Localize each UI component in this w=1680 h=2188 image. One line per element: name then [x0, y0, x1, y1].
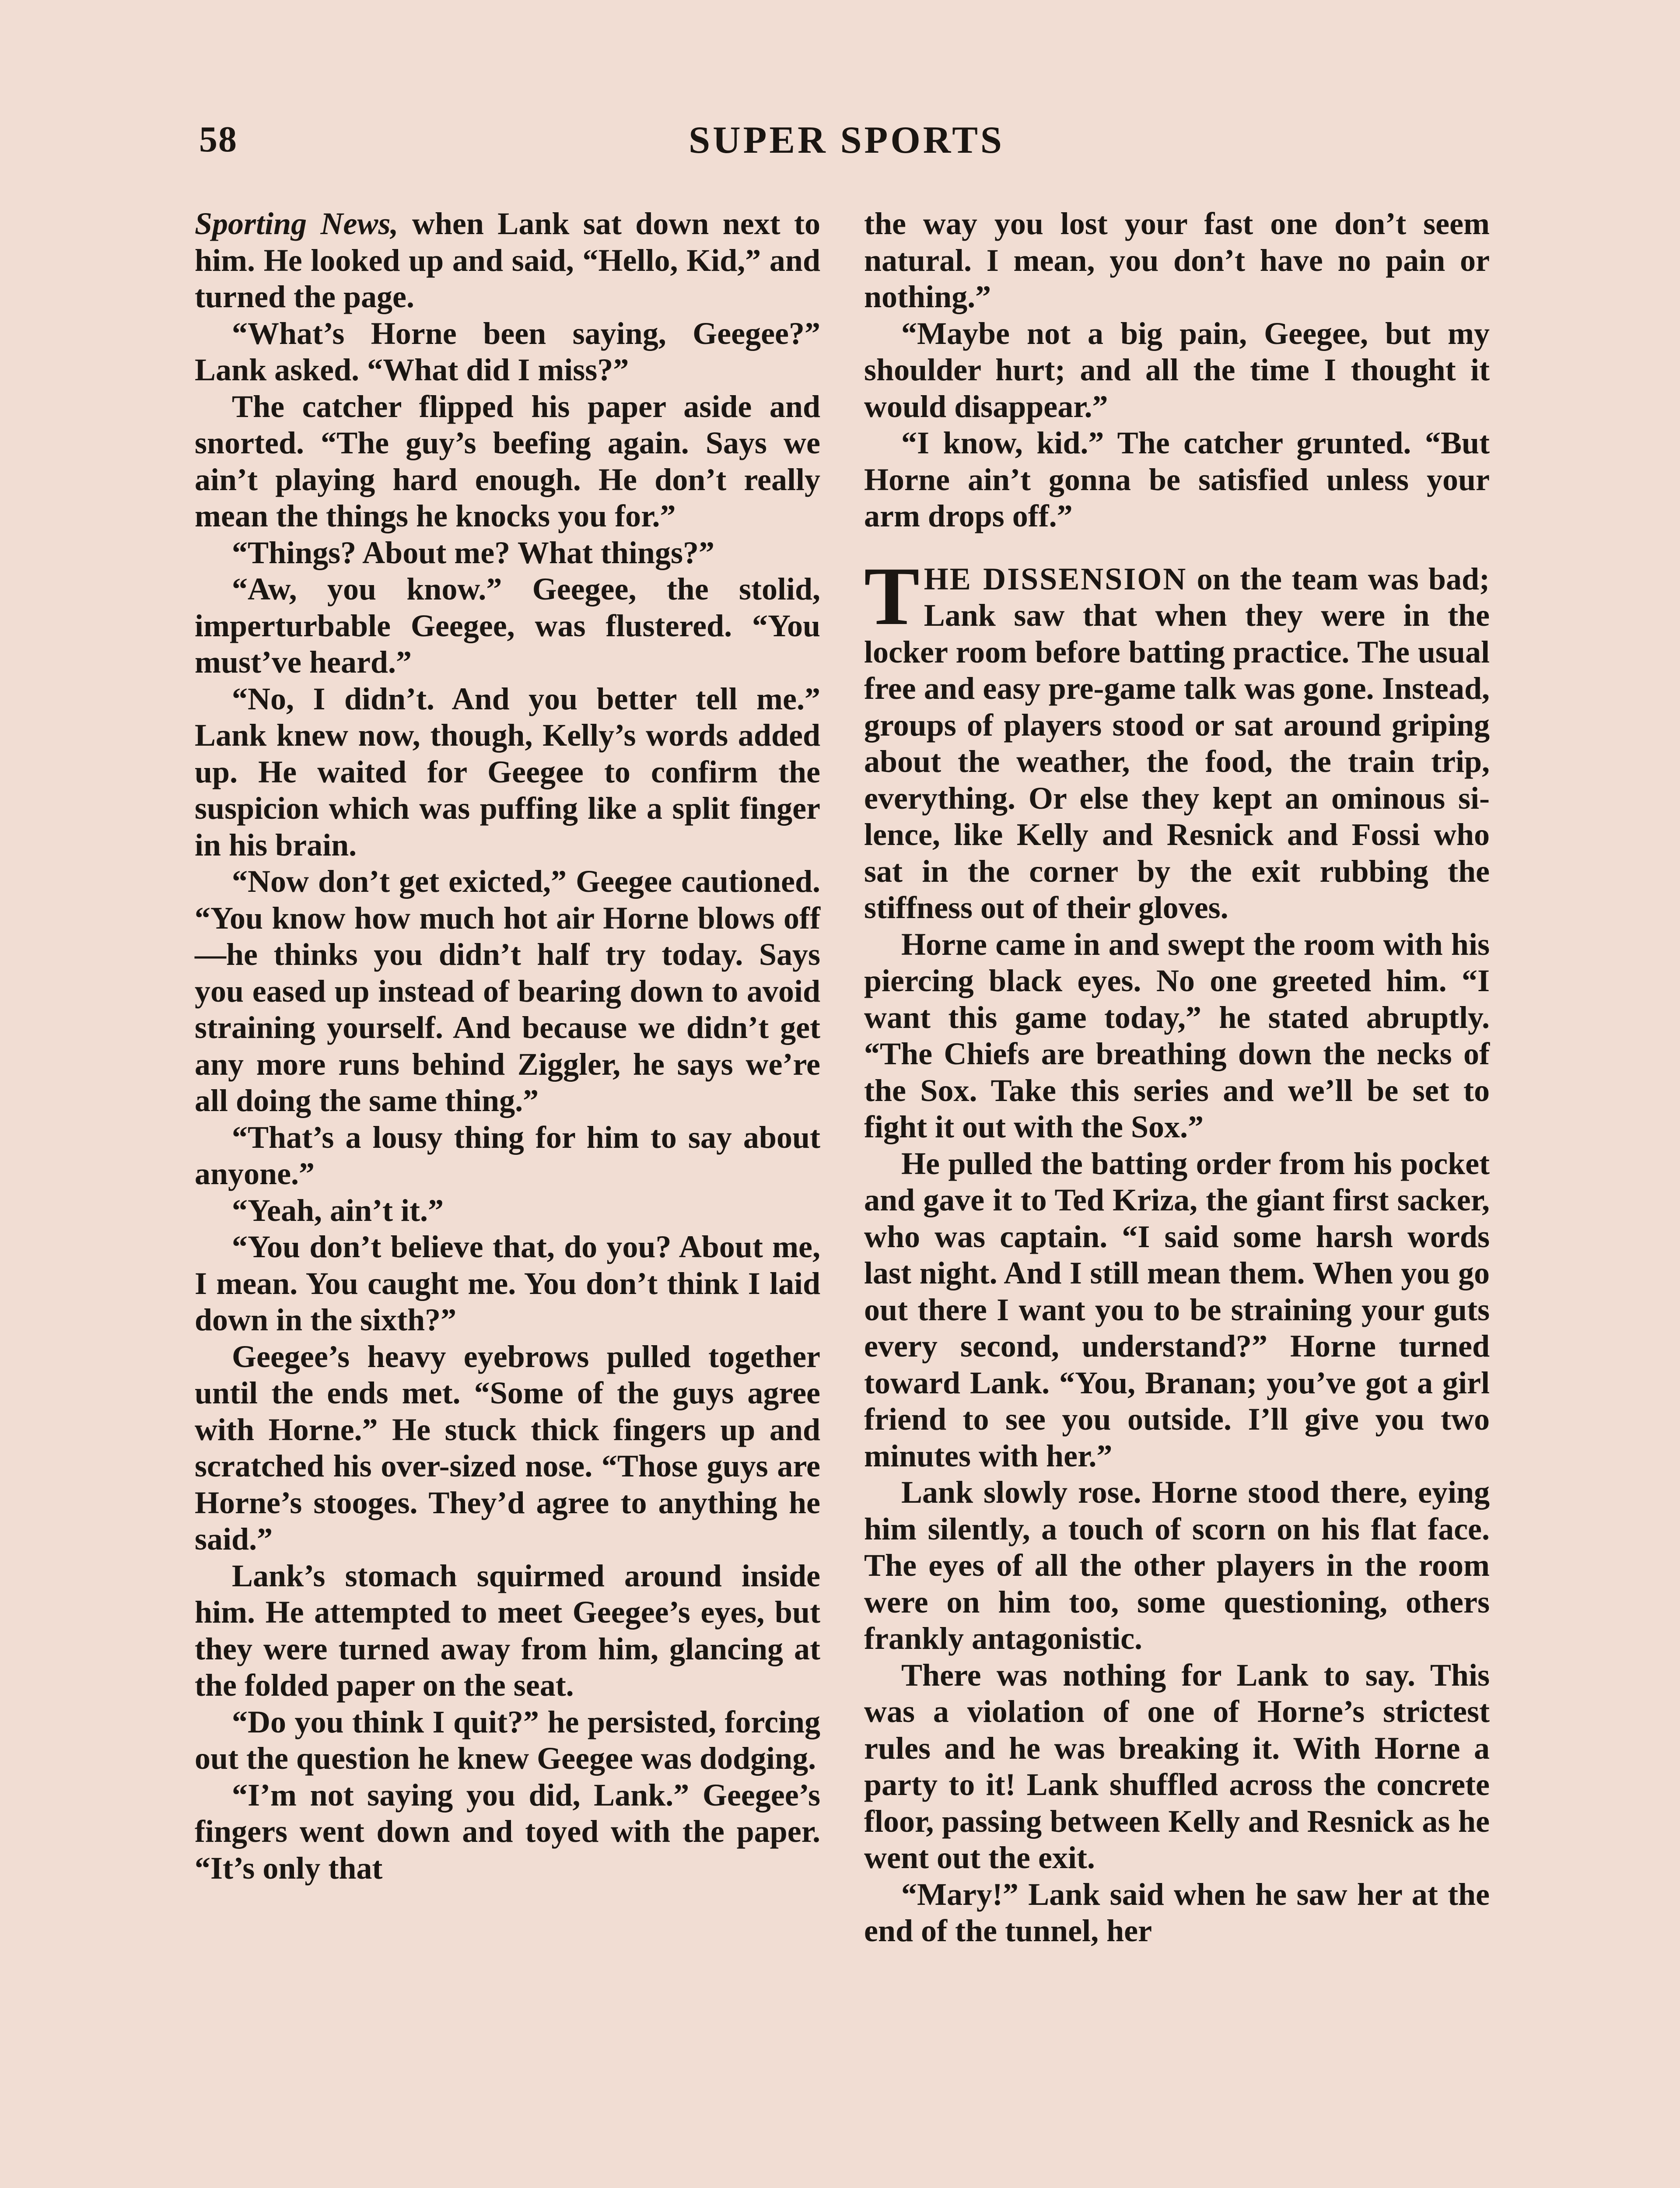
section-opening-paragraph — [864, 550, 1490, 926]
paragraph: Lank slowly rose. Horne stood there, eying him silently, a touch of scorn on his flat face. The eyes of all the other players in the room were on him too, some questioning, others frankly antagonistic. — [864, 1475, 1490, 1656]
paragraph: the way you lost your fast one don’t seem natural. I mean, you don’t have no pain or nothing.” — [864, 206, 1490, 314]
paragraph: “Yeah, ain’t it.” — [232, 1192, 444, 1228]
paragraph: He pulled the batting order from his pocket and gave it to Ted Kriza, the giant first sacker, who was captain. “I said some harsh words last night. And I still mean them. When you go out there I want you to be straining your guts every second, understand?” Horne turned toward Lank. “You, Branan; you’ve got a girl friend to see you outside. I’ll give you two minutes with her.” — [864, 1146, 1490, 1473]
paragraph: “Do you think I quit?” he persisted, forcing out the question he knew Geegee was dodging. — [195, 1704, 820, 1776]
paragraph: “That’s a lousy thing for him to say about anyone.” — [195, 1119, 820, 1191]
paragraph: Lank’s stomach squirmed around inside him. He attempted to meet Geegee’s eyes, but they were turned away from him, glancing at the folded paper on the seat. — [195, 1558, 820, 1703]
paragraph: “You don’t believe that, do you? About me, I mean. You caught me. You don’t think I laid down in the sixth?” — [195, 1229, 820, 1337]
paragraph — [195, 206, 820, 316]
paragraph: “I know, kid.” The catcher grunted. “But Horne ain’t gonna be satisfied unless your arm drops off.” — [864, 425, 1490, 533]
paragraph: “Aw, you know.” Geegee, the stolid, imperturbable Geegee, was flustered. “You must’ve heard.” — [195, 572, 820, 680]
paragraph: The catcher flipped his paper aside and snorted. “The guy’s beefing again. Says we ain’t playing hard enough. He don’t really mean the things he knocks you for.” — [195, 389, 820, 533]
paragraph-text: on the team was bad; Lank saw that when they were in the locker room before batting practice. The usual free and easy pre-game talk was gone. Instead, groups of players stood or sat around griping about the weather, the food, the train trip, everything. Or else they kept an ominous silence, like Kelly and Resnick and Fossi who sat in the corner by the exit rubbing the stiffness out of their gloves. — [864, 561, 1490, 925]
lead-in-caps: HE DISSENSION — [924, 561, 1187, 596]
paragraph: “Things? About me? What things?” — [232, 535, 714, 570]
drop-cap: T — [864, 550, 920, 642]
publication-title: Sporting News, — [195, 206, 399, 241]
paragraph: “Maybe not a big pain, Geegee, but my shoulder hurt; and all the time I thought it would disappear.” — [864, 316, 1490, 424]
right-column — [864, 206, 1490, 1950]
paragraph-text: when Lank sat down next to him. He looked up and said, “Hello, Kid,” and turned the page. — [195, 206, 820, 314]
page-header — [199, 118, 1494, 171]
paragraph: “I’m not saying you did, Lank.” Geegee’s fingers went down and toyed with the paper. “It’s only that — [195, 1777, 820, 1886]
left-column — [195, 206, 820, 1886]
page-number: 58 — [199, 119, 238, 160]
paragraph: “No, I didn’t. And you better tell me.” Lank knew now, though, Kelly’s words added up. He waited for Geegee to confirm the suspicion which was puffing like a split finger in his brain. — [195, 681, 820, 863]
running-title: SUPER SPORTS — [689, 119, 1004, 161]
paragraph: “What’s Horne been saying, Geegee?” Lank asked. “What did I miss?” — [195, 316, 820, 387]
paragraph: “Mary!” Lank said when he saw her at the end of the tunnel, her — [864, 1876, 1490, 1948]
paragraph: Horne came in and swept the room with his piercing black eyes. No one greeted him. “I want this game today,” he stated abruptly. “The Chiefs are breathing down the necks of the Sox. Take this series and we’ll be set to fight it out with the Sox.” — [864, 926, 1490, 1144]
paragraph: Geegee’s heavy eyebrows pulled together until the ends met. “Some of the guys agree with Horne.” He stuck thick fingers up and scratched his over-sized nose. “Those guys are Horne’s stooges. They’d agree to anything he said.” — [195, 1339, 820, 1557]
paragraph: “Now don’t get exicted,” Geegee cautioned. “You know how much hot air Horne blows off—he thinks you didn’t half try today. Says you eased up instead of bearing down to avoid straining yourself. And because we didn’t get any more runs behind Ziggler, he says we’re all doing the same thing.” — [195, 864, 820, 1118]
paragraph: There was nothing for Lank to say. This was a violation of one of Horne’s strictest rules and he was breaking it. With Horne a party to it! Lank shuffled across the concrete floor, passing between Kelly and Resnick as he went out the exit. — [864, 1657, 1490, 1875]
